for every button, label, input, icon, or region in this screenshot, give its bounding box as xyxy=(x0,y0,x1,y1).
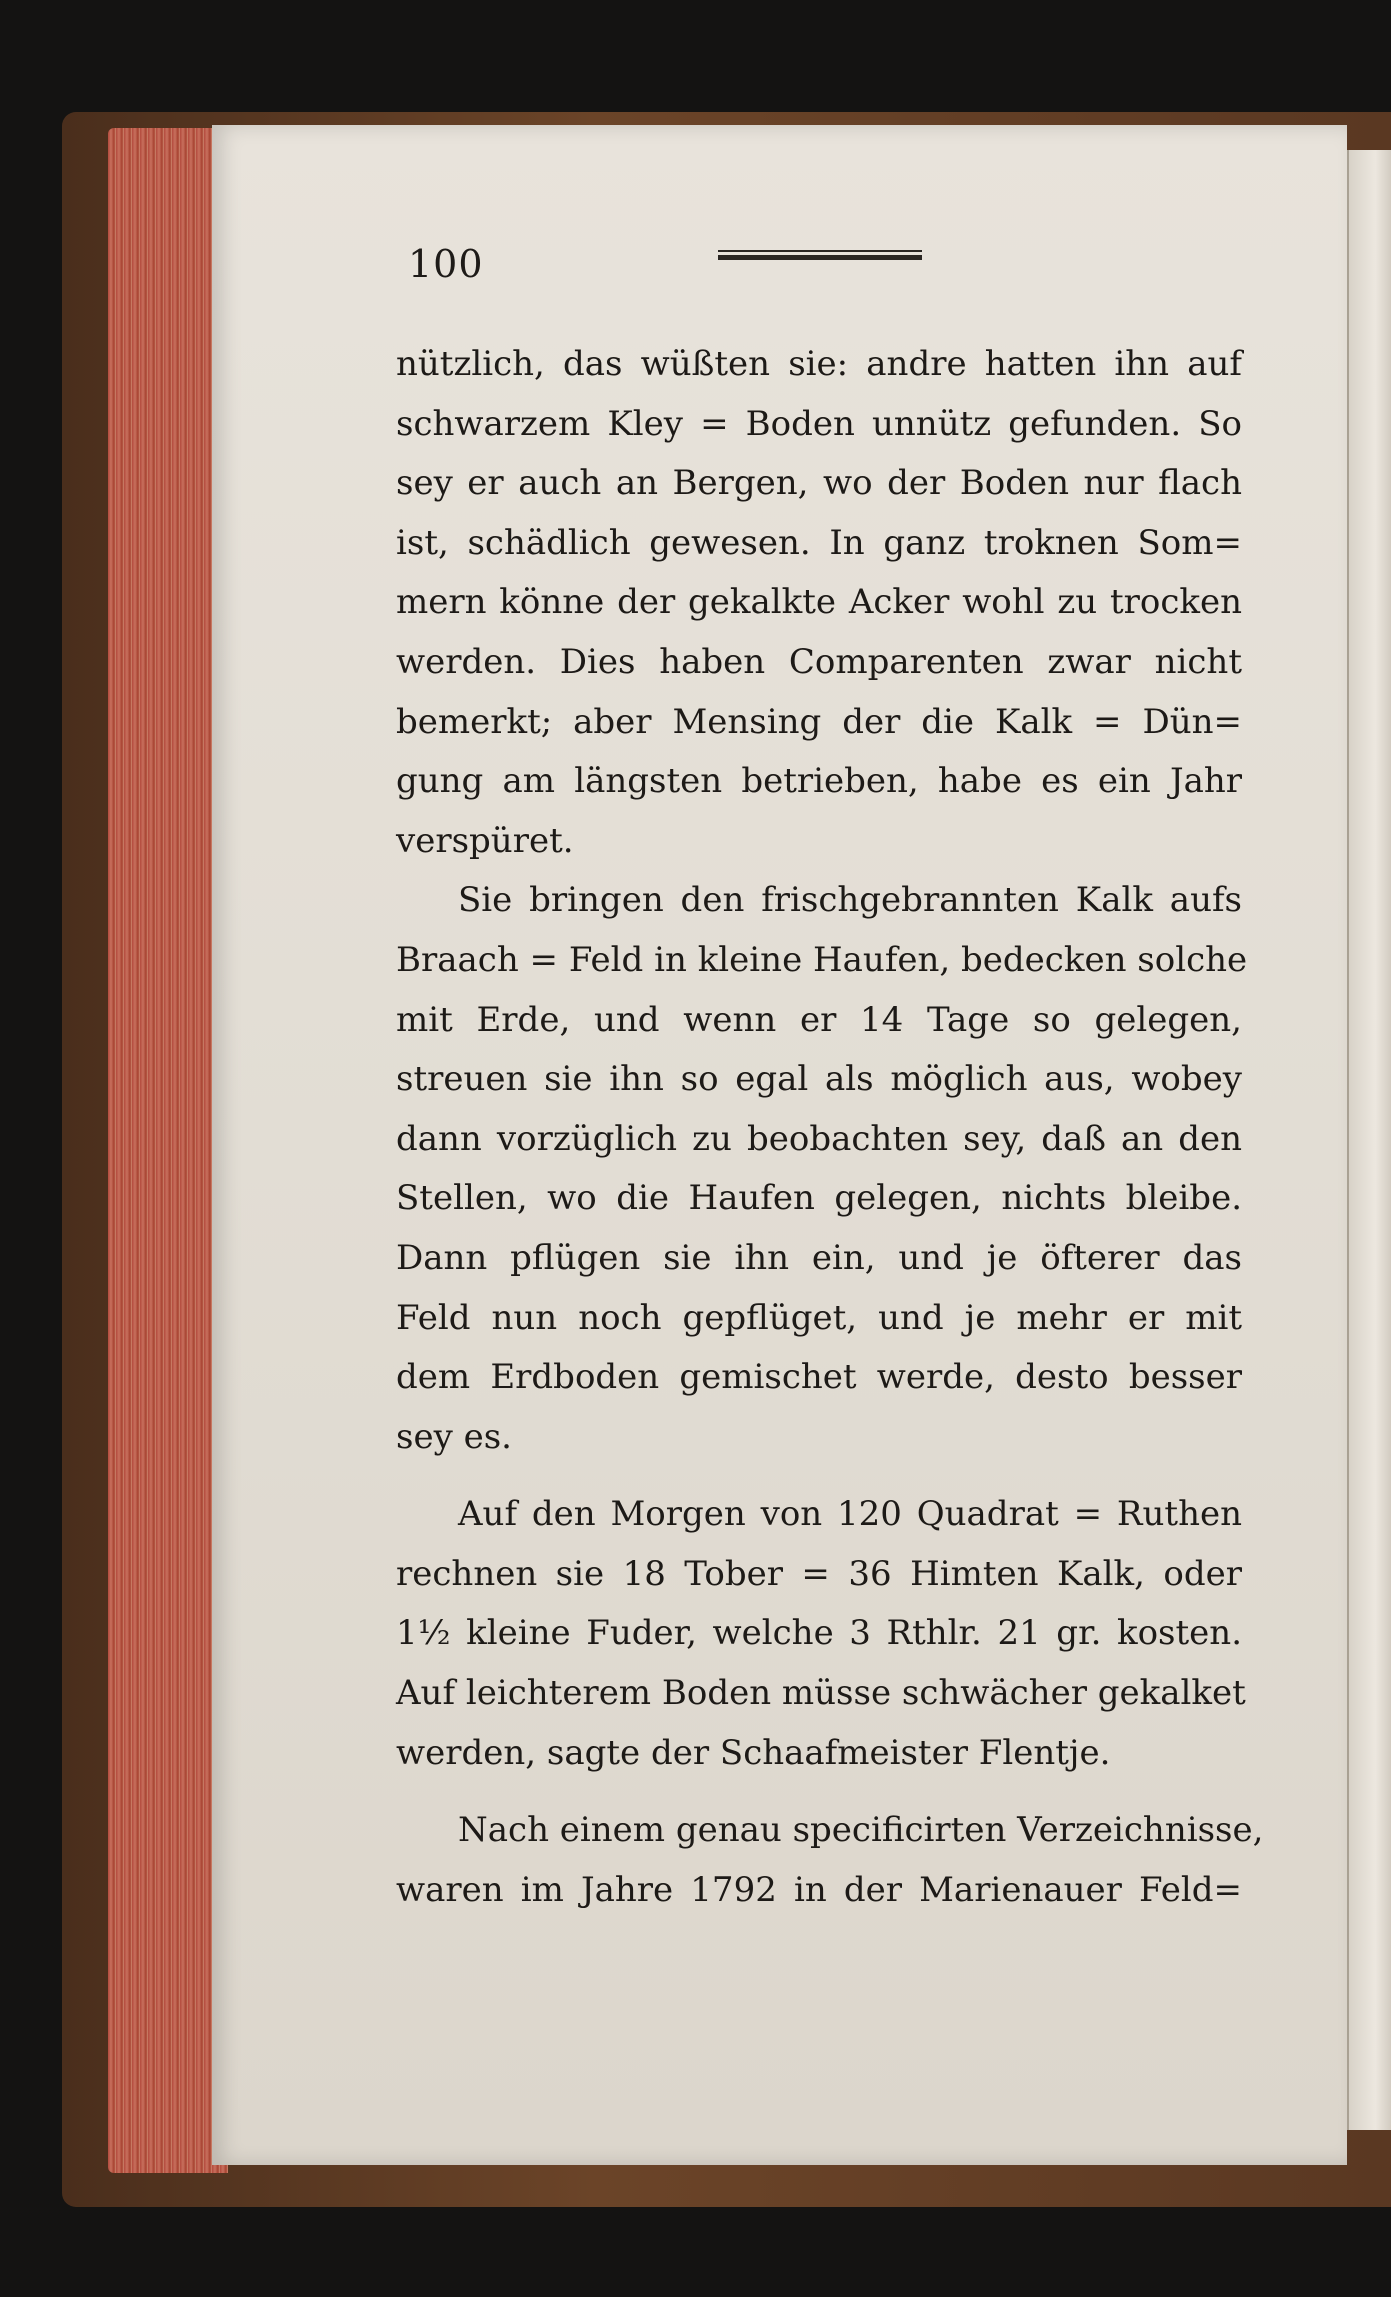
text-line: mern könne der gekalkte Acker wohl zu trocken xyxy=(396,582,1242,623)
text-line: gung am längsten betrieben, habe es ein Jahr xyxy=(396,761,1242,802)
text-line: verspüret. xyxy=(396,820,574,861)
text-line: 1½ kleine Fuder, welche 3 Rthlr. 21 gr. kosten. xyxy=(396,1613,1242,1654)
text-line: werden. Dies haben Comparenten zwar nicht xyxy=(396,641,1242,682)
page-edges xyxy=(108,128,228,2173)
text-line: waren im Jahre 1792 in der Marienauer Feld= xyxy=(396,1869,1242,1910)
text-line: ist, schädlich gewesen. In ganz troknen Som= xyxy=(396,522,1242,563)
text-line: nützlich, das wüßten sie: andre hatten ihn auf xyxy=(396,344,1242,384)
text-line: Dann pflügen sie ihn ein, und je öfterer das xyxy=(396,1237,1242,1278)
text-line: streuen sie ihn so egal als möglich aus, wobey xyxy=(396,1059,1242,1100)
next-page-edge xyxy=(1347,150,1391,2130)
text-line: Braach = Feld in kleine Haufen, bedecken solche xyxy=(396,939,1248,980)
text-line: Auf leichterem Boden müsse schwächer gekalket xyxy=(396,1673,1246,1714)
page-number: 100 xyxy=(408,242,484,286)
text-line: schwarzem Kley = Boden unnütz gefunden. So xyxy=(396,403,1242,444)
text-line: sey er auch an Bergen, wo der Boden nur flach xyxy=(396,463,1242,504)
text-line: werden, sagte der Schaafmeister Flentje. xyxy=(396,1732,1111,1773)
body-text xyxy=(396,335,1264,1920)
text-line: sey es. xyxy=(396,1416,512,1457)
text-line: Stellen, wo die Haufen gelegen, nichts bleibe. xyxy=(396,1178,1242,1219)
text-line: bemerkt; aber Mensing der die Kalk = Dün= xyxy=(396,701,1242,742)
text-line: Auf den Morgen von 120 Quadrat = Ruthen xyxy=(458,1494,1242,1535)
text-line: rechnen sie 18 Tober = 36 Himten Kalk, oder xyxy=(396,1553,1242,1594)
text-line: dem Erdboden gemischet werde, desto besser xyxy=(396,1357,1242,1398)
text-line: Feld nun noch gepflüget, und je mehr er mit xyxy=(396,1297,1242,1338)
text-line: Nach einem genau specificirten Verzeichnisse, xyxy=(458,1810,1264,1851)
text-line: Sie bringen den frischgebrannten Kalk aufs xyxy=(458,880,1242,921)
header-ornament-rule xyxy=(718,250,922,262)
text-line: mit Erde, und wenn er 14 Tage so gelegen, xyxy=(396,999,1242,1040)
text-line: dann vorzüglich zu beobachten sey, daß an den xyxy=(396,1118,1242,1159)
